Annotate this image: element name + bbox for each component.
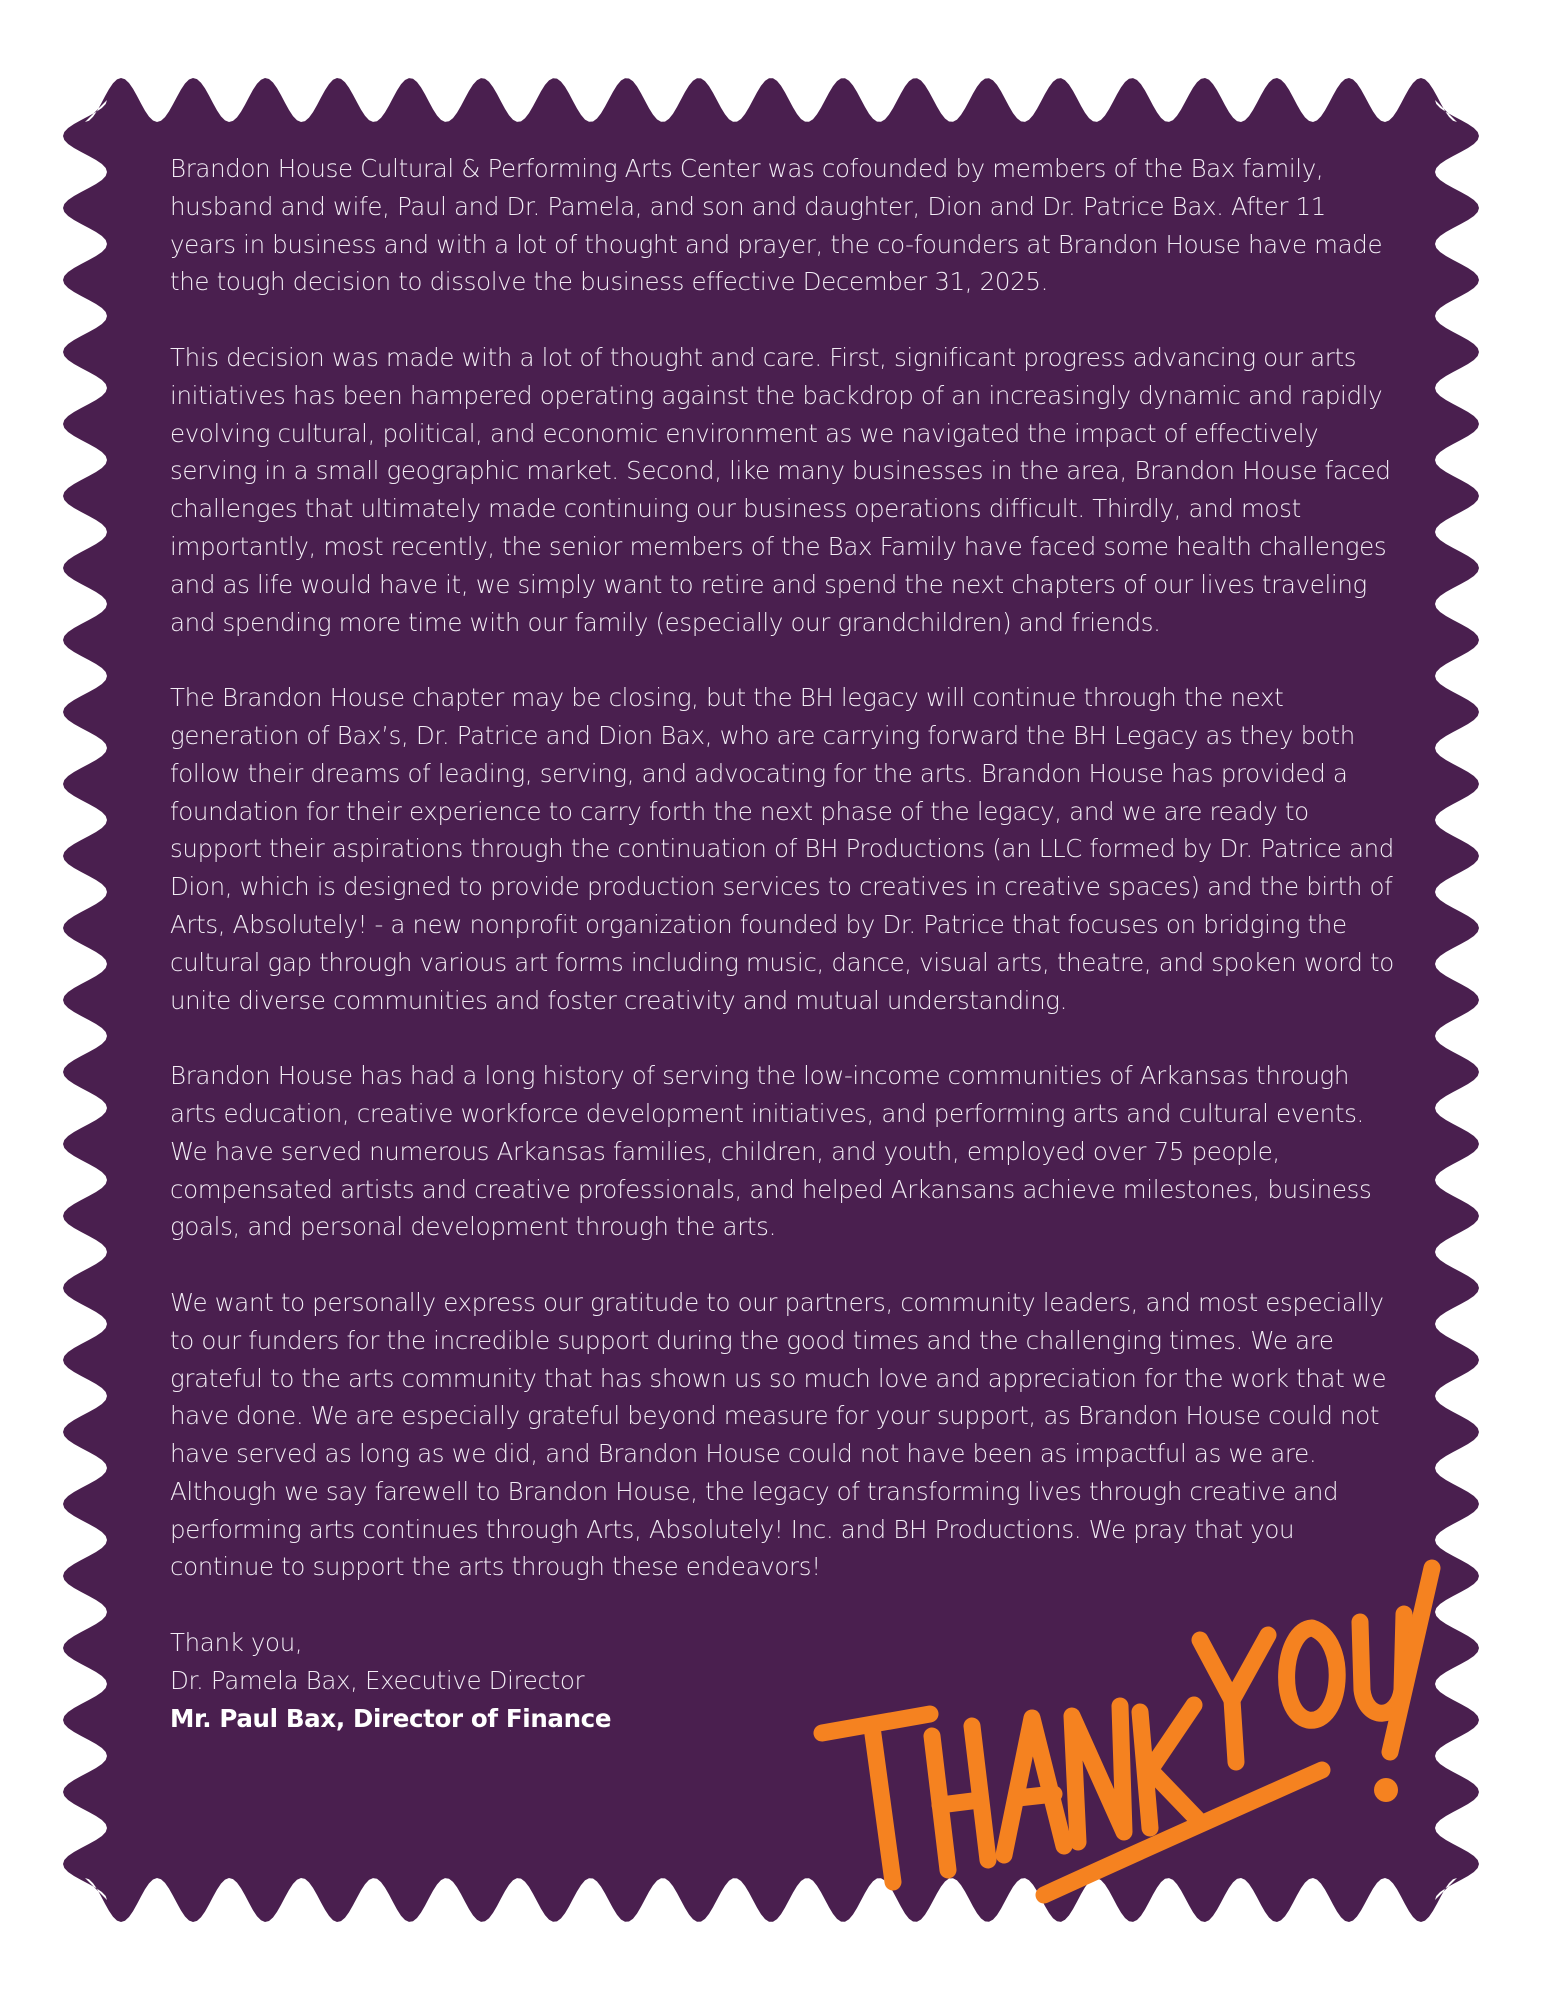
paragraph-decision: This decision was made with a lot of thought and care. First, significant progress advancing our arts initiatives has been hampered operating against the backdrop of an increasingly dynamic and rapidly evolving cultural, political, and economic environment as we navigated the impact of effectively serving in a small geographic market. Second, like many businesses in the area, Brandon House faced challenges that ultimately made continuing our business operations difficult. Thirdly, and most importantly, most recently, the senior members of the Bax Family have faced some health challenges and as life would have it, we simply want to retire and spend the next chapters of our lives traveling and spending more time with our family (especially our grandchildren) and friends. <box>170 342 1391 637</box>
letter-body <box>170 150 1395 1737</box>
closing-line: Thank you, <box>170 1628 303 1658</box>
paragraph-legacy: The Brandon House chapter may be closing, but the BH legacy will continue through the next generation of Bax’s, Dr. Patrice and Dion Bax, who are carrying forward the BH Legacy as they both follow their dreams of leading, serving, and advocating for the arts. Brandon House has provided a foundation for their experience to carry forth the next phase of the legacy, and we are ready to support their aspirations through the continuation of BH Productions (an LLC formed by Dr. Patrice and Dion, which is designed to provide production services to creatives in creative spaces) and the birth of Arts, Absolutely! - a new nonprofit organization founded by Dr. Patrice that focuses on bridging the cultural gap through various art forms including music, dance, visual arts, theatre, and spoken word to unite diverse communities and foster creativity and mutual understanding. <box>170 683 1394 1015</box>
paragraph-gratitude: We want to personally express our gratitude to our partners, community leaders, and most especially to our funders for the incredible support during the good times and the challenging times. We are grateful to the arts community that has shown us so much love and appreciation for the work that we have done. We are especially grateful beyond measure for your support, as Brandon House could not have served as long as we did, and Brandon House could not have been as impactful as we are. Although we say farewell to Brandon House, the legacy of transforming lives through creative and performing arts continues through Arts, Absolutely! Inc. and BH Productions. We pray that you continue to support the arts through these endeavors! <box>170 1287 1387 1582</box>
paragraph-history: Brandon House has had a long history of serving the low-income communities of Arkansas through arts education, creative workforce development initiatives, and performing arts and cultural events. We have served numerous Arkansas families, children, and youth, employed over 75 people, compensated artists and creative professionals, and helped Arkansans achieve milestones, business goals, and personal development through the arts. <box>170 1061 1372 1242</box>
signature-block <box>170 1624 1395 1737</box>
signatory-director-of-finance: Mr. Paul Bax, Director of Finance <box>170 1703 612 1733</box>
signatory-executive-director: Dr. Pamela Bax, Executive Director <box>170 1665 585 1695</box>
paragraph-founding: Brandon House Cultural & Performing Arts Center was cofounded by members of the Bax family, husband and wife, Paul and Dr. Pamela, and son and daughter, Dion and Dr. Patrice Bax. After 11 years in business and with a lot of thought and prayer, the co-founders at Brandon House have made the tough decision to dissolve the business effective December 31, 2025. <box>170 154 1383 297</box>
